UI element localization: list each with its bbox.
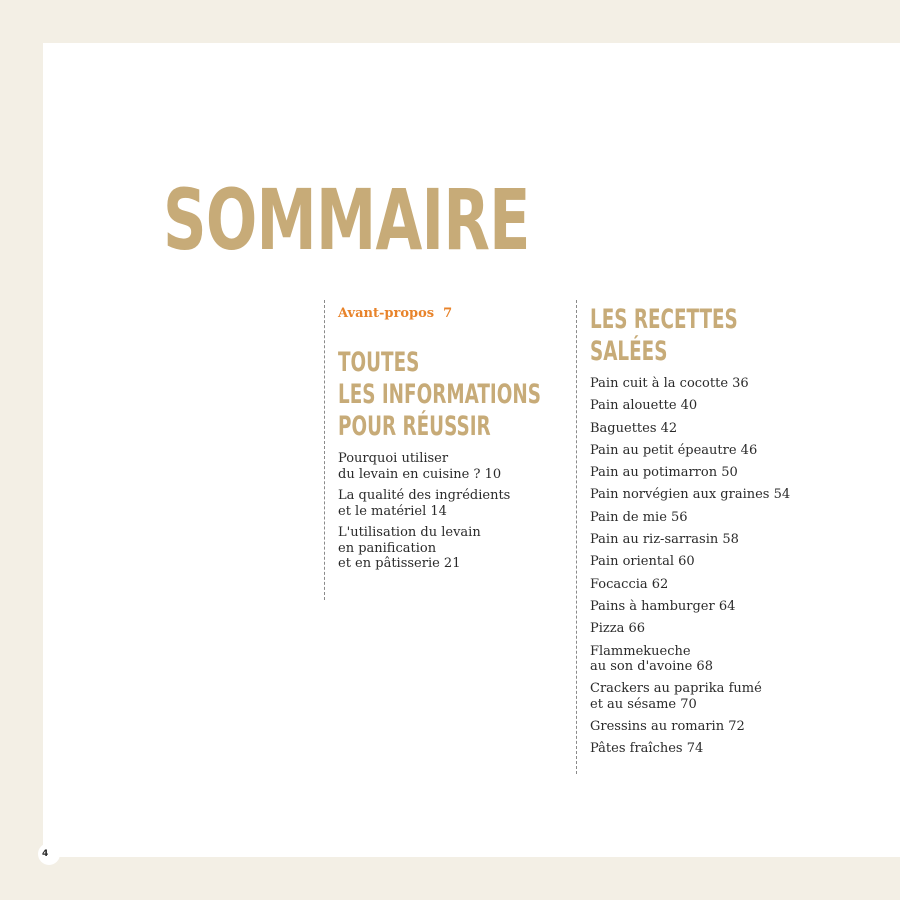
section-title-recettes-salees — [590, 304, 794, 376]
toc-entry[interactable] — [590, 554, 890, 570]
toc-entry-line: et le matériel 14 — [338, 503, 447, 519]
avant-propos-page: 7 — [443, 306, 453, 321]
toc-entry[interactable] — [590, 599, 890, 615]
toc-entry[interactable] — [590, 577, 890, 593]
toc-entry[interactable] — [590, 532, 890, 548]
toc-entry-line: La qualité des ingrédients — [338, 488, 511, 503]
toc-entry[interactable] — [590, 421, 890, 437]
toc-entry-line: Pourquoi utiliser — [338, 451, 449, 466]
section-title-informations — [338, 347, 541, 451]
toc-entry[interactable] — [590, 398, 890, 414]
toc-entry-line: Flammekueche — [590, 643, 691, 659]
toc-entry-line: Pain norvégien aux graines 54 — [590, 487, 791, 503]
toc-entry[interactable] — [590, 741, 890, 757]
section-title-line: SALÉES — [590, 336, 668, 367]
toc-entry[interactable] — [590, 510, 890, 526]
section-title-line: LES INFORMATIONS — [338, 379, 541, 410]
toc-entry-line: Pain au potimarron 50 — [590, 465, 738, 481]
section-title-line: TOUTES — [338, 347, 420, 378]
avant-propos-label: Avant-propos — [338, 306, 435, 321]
toc-entry[interactable] — [590, 621, 890, 637]
toc-entry-line: Focaccia 62 — [590, 576, 669, 592]
toc-entry-line: Pizza 66 — [590, 621, 646, 637]
toc-entry-line: Pain oriental 60 — [590, 554, 695, 570]
toc-entry[interactable] — [590, 376, 890, 392]
toc-entry-line: Gressins au romarin 72 — [590, 719, 745, 735]
toc-entry-line: L'utilisation du levain — [338, 525, 481, 540]
toc-entry-line: Pain au petit épeautre 46 — [590, 442, 758, 458]
toc-entry-line: Pain de mie 56 — [590, 509, 688, 525]
page-title: SOMMAIRE — [163, 171, 530, 269]
toc-entry-line: Pâtes fraîches 74 — [590, 741, 704, 757]
toc-entry[interactable] — [338, 451, 578, 482]
toc-entry-line: Pain alouette 40 — [590, 398, 698, 414]
toc-entry[interactable] — [590, 465, 890, 481]
section-title-line: LES RECETTES — [590, 304, 738, 335]
toc-list-recettes-salees — [590, 376, 890, 757]
toc-entry[interactable] — [590, 719, 890, 735]
toc-entry-line: du levain en cuisine ? 10 — [338, 466, 502, 482]
toc-entry-line: en panification — [338, 540, 437, 556]
toc-entry[interactable] — [338, 525, 578, 572]
toc-entry-line: Pain au riz-sarrasin 58 — [590, 532, 739, 548]
toc-entry[interactable] — [338, 488, 578, 519]
toc-entry[interactable] — [590, 487, 890, 503]
toc-entry-line: au son d'avoine 68 — [590, 659, 713, 675]
toc-entry[interactable] — [590, 644, 890, 675]
toc-entry-line: Pains à hamburger 64 — [590, 598, 736, 614]
toc-entry-line: Baguettes 42 — [590, 420, 678, 436]
toc-entry-avant-propos[interactable] — [338, 306, 578, 321]
toc-column-right — [576, 300, 890, 774]
toc-entry[interactable] — [590, 443, 890, 459]
toc-entry[interactable] — [590, 681, 890, 712]
toc-entry-line: et au sésame 70 — [590, 696, 697, 712]
toc-entry-line: Pain cuit à la cocotte 36 — [590, 376, 749, 391]
section-title-line: POUR RÉUSSIR — [338, 411, 491, 442]
toc-entry-line: Crackers au paprika fumé — [590, 681, 762, 697]
toc-entry-line: et en pâtisserie 21 — [338, 556, 461, 571]
toc-column-left — [324, 300, 578, 600]
toc-list-informations — [338, 451, 578, 572]
page-number: 4 — [38, 843, 60, 865]
